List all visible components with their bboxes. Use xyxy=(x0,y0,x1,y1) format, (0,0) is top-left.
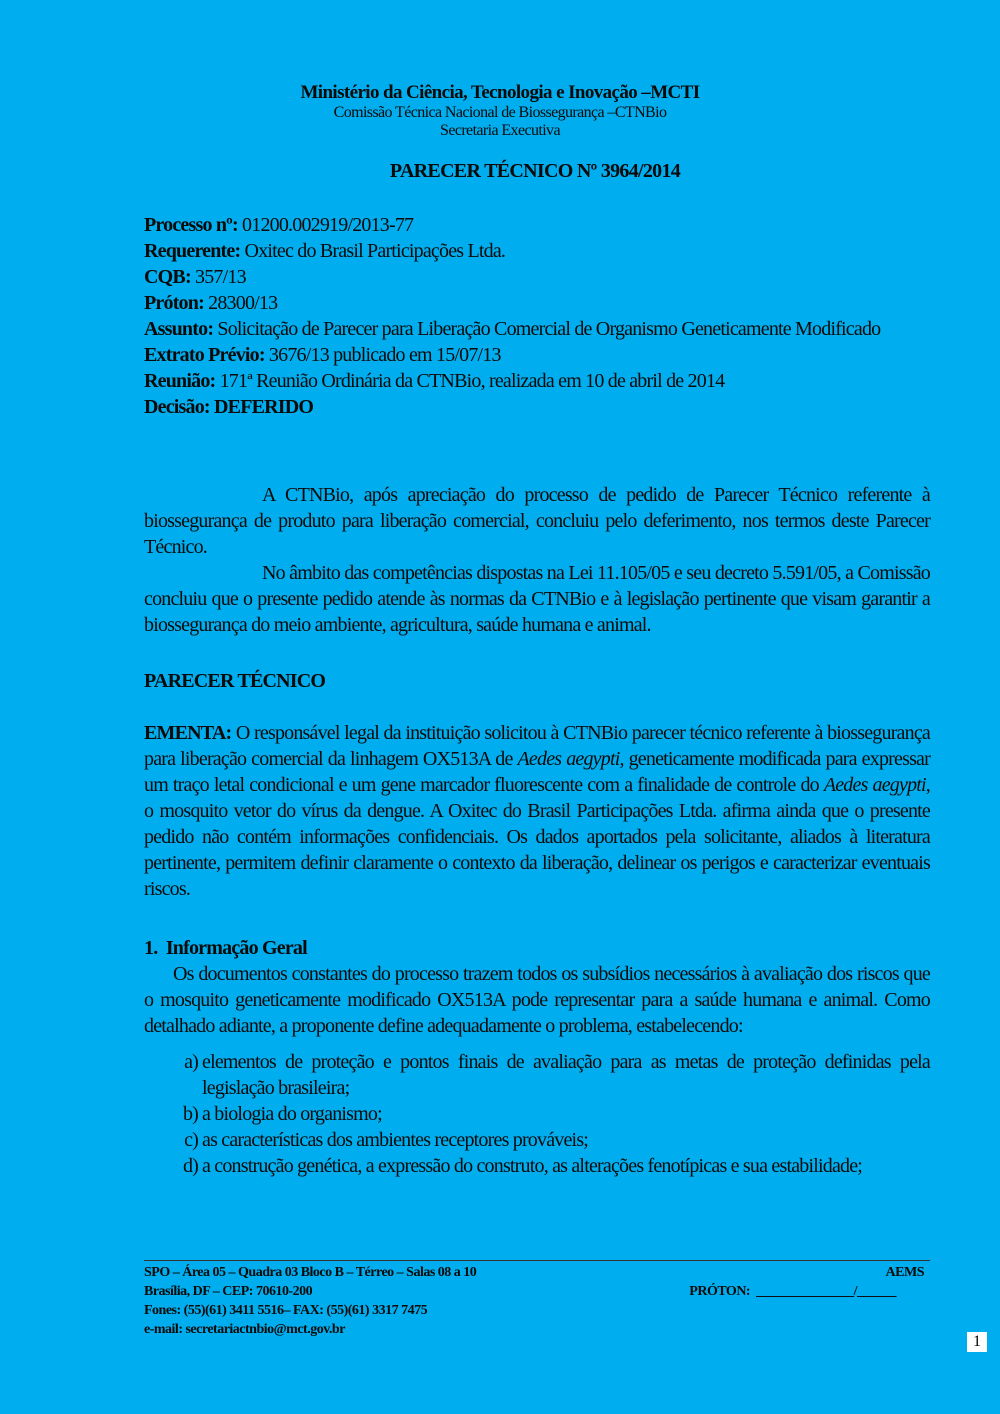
ementa-label: EMENTA: xyxy=(144,722,232,744)
decisao-line xyxy=(144,394,930,420)
section-1-list xyxy=(144,1049,930,1179)
processo-line xyxy=(144,212,930,238)
decisao-label: Decisão: xyxy=(144,396,210,418)
intro-paragraph-2: No âmbito das competências dispostas na Lei 11.105/05 e seu decreto 5.591/05, a Comissão concluiu que o presente pedido atende às normas da CTNBio e à legislação pertinente que visam garantir a biossegurança do meio ambiente, agricultura, saúde humana e animal. xyxy=(144,562,930,636)
ementa-text-3: , o mosquito vetor do vírus da dengue. A Oxitec do Brasil Participações Ltda. afirma ainda que o presente pedido não contém informações confidenciais. Os dados aportados pela solicitante, aliados à literatura pertinente, permitem definir claramente o contexto da liberação, delinear os perigos e caracterizar eventuais riscos. xyxy=(144,774,930,900)
list-item-text: elementos de proteção e pontos finais de avaliação para as metas de proteção definidas pela legislação brasileira; xyxy=(202,1051,930,1099)
ementa-text-2: , geneticamente modificada para expressar um traço letal condicional e um gene marcador fluorescente com a finalidade de controle do xyxy=(144,748,930,796)
page-footer xyxy=(144,1263,930,1339)
list-item xyxy=(144,1127,930,1153)
secretariat-header: Secretaria Executiva xyxy=(440,122,560,139)
list-item-label: c) xyxy=(184,1129,198,1151)
ementa-block xyxy=(144,720,930,902)
reuniao-label: Reunião: xyxy=(144,370,216,392)
footer-proton: PRÓTON: _______________/______ xyxy=(689,1284,896,1299)
ementa-species-1: Aedes aegypti xyxy=(517,748,620,770)
parecer-heading-text: PARECER TÉCNICO xyxy=(144,670,326,692)
footer-address-2: Brasília, DF – CEP: 70610-200 xyxy=(144,1284,313,1299)
list-item xyxy=(144,1049,930,1101)
intro-paragraph-1: A CTNBio, após apreciação do processo de pedido de Parecer Técnico referente à biossegurança de produto para liberação comercial, concluiu pelo deferimento, nos termos deste Parecer Técnico. xyxy=(144,484,930,558)
footer-address-1: SPO – Área 05 – Quadra 03 Bloco B – Térreo – Salas 08 a 10 xyxy=(144,1265,477,1280)
requerente-value: Oxitec do Brasil Participações Ltda. xyxy=(240,240,506,262)
list-item xyxy=(144,1153,930,1179)
footer-row-2 xyxy=(144,1282,930,1301)
list-item-label: a) xyxy=(184,1051,198,1073)
list-item-text: a construção genética, a expressão do construto, as alterações fenotípicas e sua estabilidade; xyxy=(202,1155,863,1177)
list-item-label: b) xyxy=(182,1103,198,1125)
document-title: PARECER TÉCNICO Nº 3964/2014 xyxy=(389,160,681,182)
ementa-paragraph xyxy=(144,720,930,902)
intro-block xyxy=(144,482,930,638)
assunto-label: Assunto: xyxy=(144,318,214,340)
proton-line xyxy=(144,290,930,316)
processo-value: 01200.002919/2013-77 xyxy=(237,214,414,236)
list-item-text: as características dos ambientes receptores prováveis; xyxy=(202,1129,589,1151)
ementa-text-1: O responsável legal da instituição solicitou à CTNBio parecer técnico referente à biossegurança para liberação comercial da linhagem OX513A de xyxy=(144,722,930,770)
section-1-title: Informação Geral xyxy=(165,937,307,959)
commission-header: Comissão Técnica Nacional de Biossegurança –CTNBio xyxy=(333,104,667,121)
cqb-value: 357/13 xyxy=(190,266,246,288)
footer-row-1 xyxy=(144,1263,930,1282)
metadata-block xyxy=(144,212,930,420)
decisao-value: DEFERIDO xyxy=(209,396,314,418)
list-item-text: a biologia do organismo; xyxy=(202,1103,382,1125)
section-1 xyxy=(144,935,930,1179)
cqb-label: CQB: xyxy=(144,266,191,288)
extrato-label: Extrato Prévio: xyxy=(144,344,265,366)
section-1-body: Os documentos constantes do processo trazem todos os subsídios necessários à avaliação dos riscos que o mosquito geneticamente modificado OX513A pode representar para a saúde humana e animal. Como detalhado adiante, a proponente define adequadamente o problema, estabelecendo: xyxy=(144,963,930,1037)
page-number: 1 xyxy=(967,1332,987,1352)
footer-phones: Fones: (55)(61) 3411 5516– FAX: (55)(61) 3317 7475 xyxy=(144,1303,428,1318)
requerente-label: Requerente: xyxy=(144,240,241,262)
list-item-label: d) xyxy=(182,1155,198,1177)
reuniao-value: 171ª Reunião Ordinária da CTNBio, realizada em 10 de abril de 2014 xyxy=(215,370,725,392)
extrato-value: 3676/13 publicado em 15/07/13 xyxy=(264,344,501,366)
list-item xyxy=(144,1101,930,1127)
proton-label: Próton: xyxy=(144,292,204,314)
extrato-line xyxy=(144,342,930,368)
cqb-line xyxy=(144,264,930,290)
assunto-line xyxy=(144,316,930,342)
reuniao-line xyxy=(144,368,930,394)
footer-initials: AEMS xyxy=(885,1265,924,1280)
ministry-header: Ministério da Ciência, Tecnologia e Inovação –MCTI xyxy=(300,82,700,103)
parecer-heading xyxy=(144,668,930,694)
requerente-line xyxy=(144,238,930,264)
proton-value: 28300/13 xyxy=(203,292,278,314)
assunto-value: Solicitação de Parecer para Liberação Comercial de Organismo Geneticamente Modificado xyxy=(213,318,881,340)
section-1-heading xyxy=(144,935,930,961)
ementa-species-2: Aedes aegypti xyxy=(823,774,926,796)
processo-label: Processo nº: xyxy=(144,214,238,236)
footer-divider xyxy=(144,1260,930,1261)
section-1-number: 1. xyxy=(144,937,158,959)
footer-email: e-mail: secretariactnbio@mct.gov.br xyxy=(144,1322,345,1337)
